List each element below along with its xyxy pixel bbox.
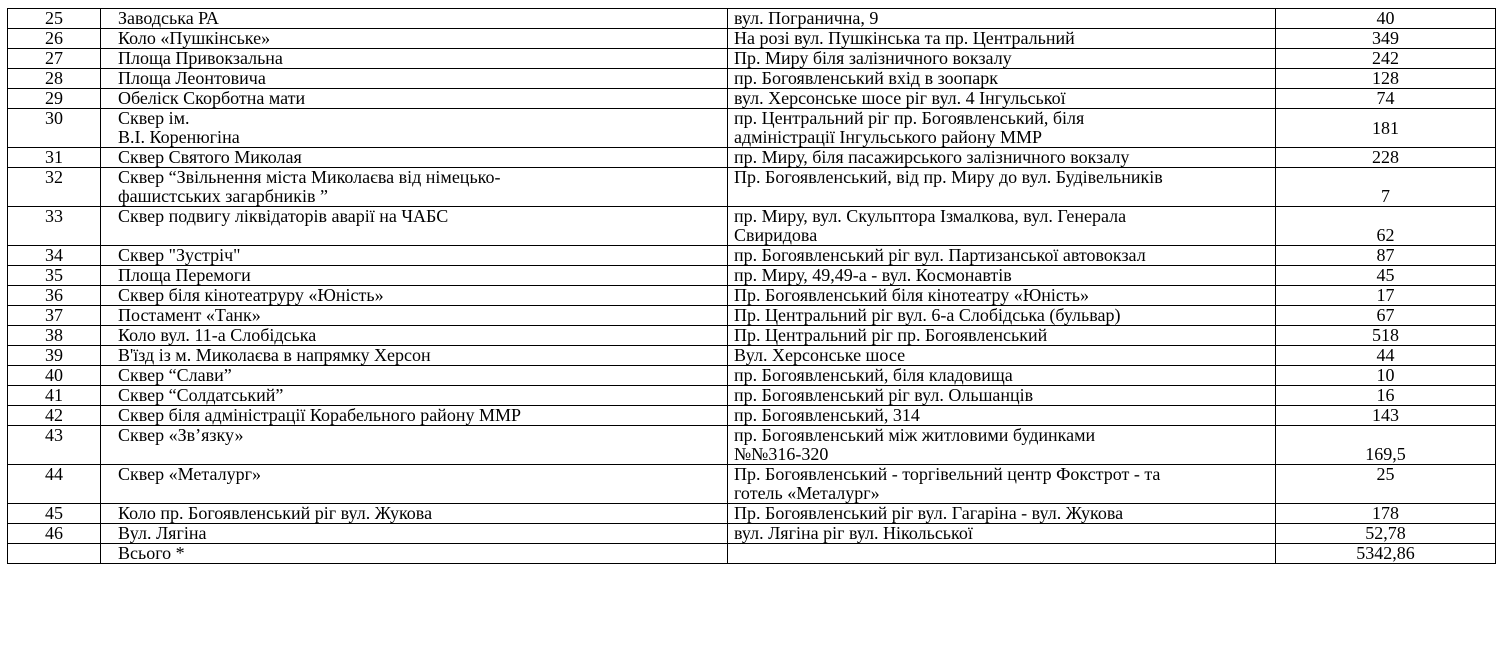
total-number-cell <box>8 544 101 564</box>
total-address-cell <box>728 544 1276 564</box>
row-number: 40 <box>8 366 101 386</box>
object-name: Сквер "Зустріч" <box>101 246 728 266</box>
object-address: пр. Богоявленський ріг вул. Партизанської автовокзал <box>728 246 1276 266</box>
object-area: 10 <box>1276 366 1496 386</box>
object-area: 181 <box>1276 109 1496 148</box>
object-address: Пр. Богоявленський біля кінотеатру «Юність» <box>728 286 1276 306</box>
row-number: 38 <box>8 326 101 346</box>
object-area: 143 <box>1276 406 1496 426</box>
total-row <box>8 544 1496 564</box>
parks-table <box>7 8 1496 564</box>
object-address: На розі вул. Пушкінська та пр. Центральний <box>728 29 1276 49</box>
table-row <box>8 524 1496 544</box>
object-name: Сквер “Слави” <box>101 366 728 386</box>
total-value: 5342,86 <box>1276 544 1496 564</box>
address-line: пр. Богоявленський між житловими будинками <box>734 425 1096 445</box>
object-area: 45 <box>1276 266 1496 286</box>
object-address: вул. Лягіна ріг вул. Нікольської <box>728 524 1276 544</box>
object-area: 40 <box>1276 9 1496 29</box>
object-name: Сквер подвигу ліквідаторів аварії на ЧАБС <box>101 207 728 246</box>
object-area: 16 <box>1276 386 1496 406</box>
object-address: пр. Миру, 49,49-а - вул. Космонавтів <box>728 266 1276 286</box>
object-address: Пр. Богоявленський, від пр. Миру до вул. Будівельників <box>728 168 1276 207</box>
row-number: 42 <box>8 406 101 426</box>
object-address: вул. Погранична, 9 <box>728 9 1276 29</box>
object-area: 44 <box>1276 346 1496 366</box>
object-name: Сквер «Металург» <box>101 465 728 504</box>
object-address: пр. Богоявленський вхід в зоопарк <box>728 69 1276 89</box>
object-area: 242 <box>1276 49 1496 69</box>
object-name: В'їзд із м. Миколаєва в напрямку Херсон <box>101 346 728 366</box>
object-address: пр. Богоявленський, біля кладовища <box>728 366 1276 386</box>
address-line: Свиридова <box>734 225 818 245</box>
table-row <box>8 246 1496 266</box>
row-number: 36 <box>8 286 101 306</box>
table-row <box>8 266 1496 286</box>
object-address: пр. Богоявленський, 314 <box>728 406 1276 426</box>
object-name: Вул. Лягіна <box>101 524 728 544</box>
row-number: 45 <box>8 504 101 524</box>
object-area: 169,5 <box>1276 426 1496 465</box>
table-row <box>8 465 1496 504</box>
object-area: 349 <box>1276 29 1496 49</box>
object-area: 518 <box>1276 326 1496 346</box>
object-address: пр. Богоявленський ріг вул. Ольшанців <box>728 386 1276 406</box>
table-row <box>8 386 1496 406</box>
object-address <box>728 109 1276 148</box>
table-row <box>8 69 1496 89</box>
object-area: 17 <box>1276 286 1496 306</box>
address-line: пр. Центральний ріг пр. Богоявленський, біля <box>734 108 1085 128</box>
object-name: Обеліск Скорботна мати <box>101 89 728 109</box>
row-number: 37 <box>8 306 101 326</box>
object-area: 25 <box>1276 465 1496 504</box>
object-area: 87 <box>1276 246 1496 266</box>
object-address: вул. Херсонське шосе ріг вул. 4 Інгульської <box>728 89 1276 109</box>
object-name: Площа Перемоги <box>101 266 728 286</box>
name-line: Сквер “Звільнення міста Миколаєва від німецько- <box>118 167 501 187</box>
table-row <box>8 306 1496 326</box>
object-name: Площа Леонтовича <box>101 69 728 89</box>
object-name: Коло «Пушкінське» <box>101 29 728 49</box>
object-address <box>728 465 1276 504</box>
row-number: 27 <box>8 49 101 69</box>
object-address: Пр. Центральний ріг пр. Богоявленський <box>728 326 1276 346</box>
table-row <box>8 89 1496 109</box>
row-number: 30 <box>8 109 101 148</box>
object-name: Сквер біля адміністрації Корабельного району ММР <box>101 406 728 426</box>
table-row <box>8 29 1496 49</box>
object-name: Сквер «Зв’язку» <box>101 426 728 465</box>
address-line: Пр. Богоявленський - торгівельний центр Фокстрот - та <box>734 464 1161 484</box>
name-line: В.І. Коренюгіна <box>118 127 240 147</box>
object-area: 74 <box>1276 89 1496 109</box>
table-row <box>8 109 1496 148</box>
row-number: 31 <box>8 148 101 168</box>
object-area: 128 <box>1276 69 1496 89</box>
object-address <box>728 426 1276 465</box>
address-line: №№316-320 <box>734 444 829 464</box>
object-name: Площа Привокзальна <box>101 49 728 69</box>
object-area: 62 <box>1276 207 1496 246</box>
row-number: 35 <box>8 266 101 286</box>
object-area: 178 <box>1276 504 1496 524</box>
object-name: Сквер “Солдатський” <box>101 386 728 406</box>
object-address <box>728 207 1276 246</box>
address-line: пр. Миру, вул. Скульптора Ізмалкова, вул. Генерала <box>734 206 1127 226</box>
table-row <box>8 207 1496 246</box>
table-row <box>8 9 1496 29</box>
object-area: 67 <box>1276 306 1496 326</box>
row-number: 41 <box>8 386 101 406</box>
object-name: Коло вул. 11-а Слобідська <box>101 326 728 346</box>
table-row <box>8 168 1496 207</box>
address-line: адміністрації Інгульського району ММР <box>734 127 1043 147</box>
object-name: Сквер Святого Миколая <box>101 148 728 168</box>
row-number: 28 <box>8 69 101 89</box>
table-row <box>8 504 1496 524</box>
object-area: 228 <box>1276 148 1496 168</box>
object-area: 52,78 <box>1276 524 1496 544</box>
table-row <box>8 366 1496 386</box>
table-row <box>8 426 1496 465</box>
table-row <box>8 148 1496 168</box>
object-area: 7 <box>1276 168 1496 207</box>
table-row <box>8 286 1496 306</box>
table-row <box>8 406 1496 426</box>
row-number: 33 <box>8 207 101 246</box>
object-name: Сквер біля кінотеатруру «Юність» <box>101 286 728 306</box>
row-number: 44 <box>8 465 101 504</box>
table-row <box>8 49 1496 69</box>
row-number: 25 <box>8 9 101 29</box>
address-line: готель «Металург» <box>734 483 880 503</box>
row-number: 34 <box>8 246 101 266</box>
name-line: фашистських загарбників ” <box>118 186 328 206</box>
object-name: Коло пр. Богоявленський ріг вул. Жукова <box>101 504 728 524</box>
object-address: Пр. Миру біля залізничного вокзалу <box>728 49 1276 69</box>
row-number: 26 <box>8 29 101 49</box>
row-number: 43 <box>8 426 101 465</box>
object-address: Пр. Центральний ріг вул. 6-а Слобідська (бульвар) <box>728 306 1276 326</box>
table-row <box>8 346 1496 366</box>
total-label: Всього * <box>101 544 728 564</box>
object-address: Вул. Херсонське шосе <box>728 346 1276 366</box>
row-number: 29 <box>8 89 101 109</box>
object-address: пр. Миру, біля пасажирського залізничного вокзалу <box>728 148 1276 168</box>
row-number: 46 <box>8 524 101 544</box>
row-number: 32 <box>8 168 101 207</box>
object-name <box>101 109 728 148</box>
name-line: Сквер ім. <box>118 108 190 128</box>
object-name <box>101 168 728 207</box>
table-row <box>8 326 1496 346</box>
row-number: 39 <box>8 346 101 366</box>
object-name: Постамент «Танк» <box>101 306 728 326</box>
object-address: Пр. Богоявленський ріг вул. Гагаріна - вул. Жукова <box>728 504 1276 524</box>
object-name: Заводська РА <box>101 9 728 29</box>
